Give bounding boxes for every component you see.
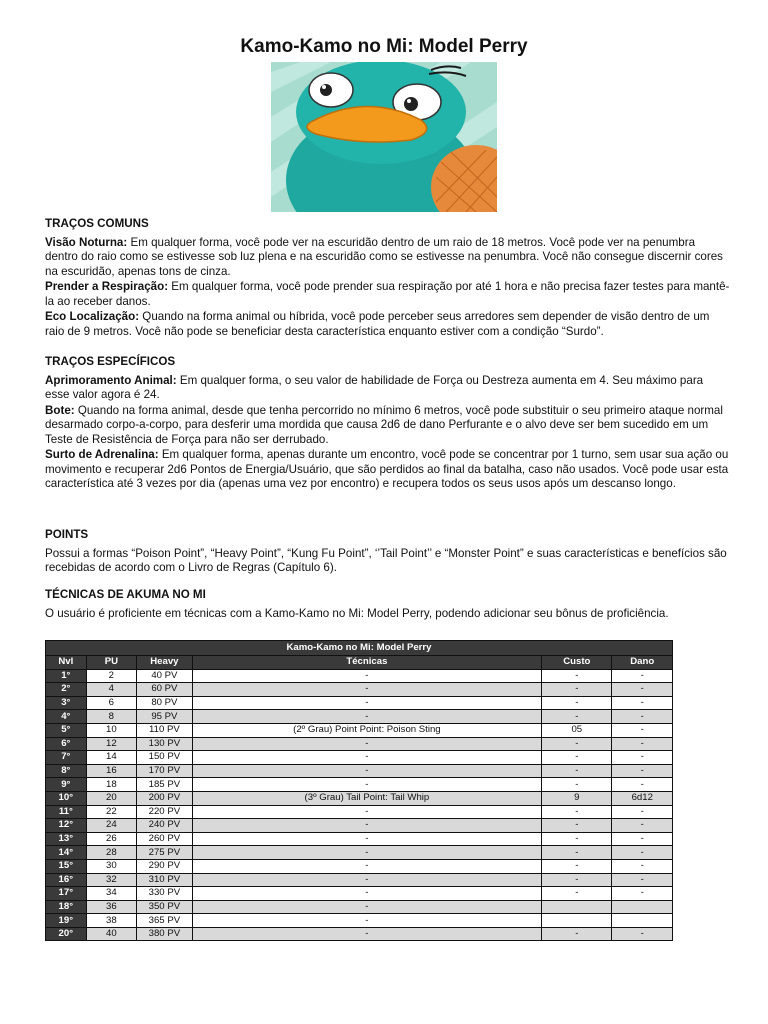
cell-dano: - — [612, 723, 673, 737]
cell-pu: 32 — [86, 873, 136, 887]
table-row — [46, 751, 673, 765]
cell-nvl: 18° — [46, 900, 87, 914]
trait-label: Visão Noturna: — [45, 235, 128, 249]
cell-pu: 28 — [86, 846, 136, 860]
cell-heavy: 200 PV — [137, 791, 193, 805]
cell-custo: - — [542, 873, 612, 887]
cell-nvl: 13° — [46, 832, 87, 846]
cell-tecnicas: - — [192, 669, 541, 683]
table-row — [46, 819, 673, 833]
cell-heavy: 275 PV — [137, 846, 193, 860]
cell-heavy: 240 PV — [137, 819, 193, 833]
cell-tecnicas: - — [192, 873, 541, 887]
table-row — [46, 764, 673, 778]
trait-label: Bote: — [45, 403, 75, 417]
cell-heavy: 95 PV — [137, 710, 193, 724]
cell-nvl: 6° — [46, 737, 87, 751]
cell-heavy: 310 PV — [137, 873, 193, 887]
trait-label: Eco Localização: — [45, 310, 140, 323]
cell-custo: - — [542, 710, 612, 724]
cell-dano: - — [612, 669, 673, 683]
cell-custo: - — [542, 669, 612, 683]
cell-pu: 30 — [86, 859, 136, 873]
cell-pu: 4 — [86, 683, 136, 697]
cell-heavy: 380 PV — [137, 927, 193, 941]
section-heading: TÉCNICAS DE AKUMA NO MI — [45, 588, 206, 601]
cell-dano: - — [612, 710, 673, 724]
cell-heavy: 60 PV — [137, 683, 193, 697]
trait-text: Quando na forma animal, desde que tenha percorrido no mínimo 6 metros, você pode substituir o seu primeiro ataque normal desarmado corpo-a-corpo, para desferir uma mordida que causa 2d6 de dano Perfurante e o alvo deve ser bem sucedido em um Teste de Resistência de Força para não ser derrubado. — [45, 403, 723, 446]
cell-custo: - — [542, 683, 612, 697]
cell-custo — [542, 900, 612, 914]
cell-nvl: 17° — [46, 887, 87, 901]
table-row — [46, 859, 673, 873]
cell-dano: - — [612, 805, 673, 819]
cell-dano: - — [612, 819, 673, 833]
table-row — [46, 791, 673, 805]
cell-heavy: 260 PV — [137, 832, 193, 846]
table-row — [46, 846, 673, 860]
cell-tecnicas: - — [192, 683, 541, 697]
cell-dano: - — [612, 859, 673, 873]
cell-tecnicas: - — [192, 696, 541, 710]
cell-tecnicas: - — [192, 846, 541, 860]
col-header-nvl: Nvl — [46, 656, 87, 670]
cell-dano: - — [612, 751, 673, 765]
trait-label: Surto de Adrenalina: — [45, 448, 159, 461]
perry-illustration — [271, 62, 497, 212]
cell-nvl: 7° — [46, 751, 87, 765]
cell-pu: 10 — [86, 723, 136, 737]
table-row — [46, 927, 673, 941]
table-row — [46, 778, 673, 792]
cell-nvl: 10° — [46, 791, 87, 805]
table-row — [46, 873, 673, 887]
cell-tecnicas: (2º Grau) Point Point: Poison Sting — [192, 723, 541, 737]
table-caption: Kamo-Kamo no Mi: Model Perry — [46, 641, 673, 656]
cell-nvl: 8° — [46, 764, 87, 778]
table-row — [46, 710, 673, 724]
trait-paragraph — [45, 448, 730, 492]
cell-dano: - — [612, 737, 673, 751]
cell-heavy: 350 PV — [137, 900, 193, 914]
cell-custo: - — [542, 737, 612, 751]
col-header-dano: Dano — [612, 656, 673, 670]
cell-dano: - — [612, 887, 673, 901]
cell-nvl: 15° — [46, 859, 87, 873]
section-tecnicas — [45, 588, 730, 622]
cell-custo: - — [542, 887, 612, 901]
cell-pu: 12 — [86, 737, 136, 751]
cell-custo: 05 — [542, 723, 612, 737]
trait-paragraph — [45, 310, 730, 339]
cell-pu: 26 — [86, 832, 136, 846]
cell-heavy: 365 PV — [137, 914, 193, 928]
cell-pu: 38 — [86, 914, 136, 928]
cell-dano: - — [612, 764, 673, 778]
cell-pu: 36 — [86, 900, 136, 914]
cell-heavy: 150 PV — [137, 751, 193, 765]
col-header-heavy: Heavy — [137, 656, 193, 670]
cell-custo: - — [542, 751, 612, 765]
cell-nvl: 14° — [46, 846, 87, 860]
trait-paragraph — [45, 374, 730, 403]
cell-pu: 24 — [86, 819, 136, 833]
cell-tecnicas: - — [192, 900, 541, 914]
trait-paragraph — [45, 404, 730, 448]
cell-pu: 14 — [86, 751, 136, 765]
cell-heavy: 290 PV — [137, 859, 193, 873]
points-text: Possui a formas “Poison Point”, “Heavy Point”, “Kung Fu Point”, ‘’Tail Point’’ e “Monster Point” e suas características e benefícios são recebidas de acordo com o Livro de Regras (Capítulo 6). — [45, 546, 727, 574]
cell-heavy: 170 PV — [137, 764, 193, 778]
cell-nvl: 19° — [46, 914, 87, 928]
cell-heavy: 220 PV — [137, 805, 193, 819]
cell-nvl: 3° — [46, 696, 87, 710]
trait-text: Em qualquer forma, o seu valor de habilidade de Força ou Destreza aumenta em 4. Seu máximo para esse valor agora é 24. — [45, 373, 704, 401]
cell-tecnicas: - — [192, 778, 541, 792]
cell-nvl: 5° — [46, 723, 87, 737]
cell-dano: - — [612, 683, 673, 697]
cell-pu: 16 — [86, 764, 136, 778]
cell-tecnicas: - — [192, 914, 541, 928]
table-row — [46, 723, 673, 737]
cell-dano: - — [612, 873, 673, 887]
cell-nvl: 12° — [46, 819, 87, 833]
tecnicas-text: O usuário é proficiente em técnicas com a Kamo-Kamo no Mi: Model Perry, podendo adicionar seu bônus de proficiência. — [45, 606, 669, 620]
cell-heavy: 130 PV — [137, 737, 193, 751]
cell-dano: - — [612, 832, 673, 846]
trait-paragraph — [45, 236, 730, 280]
cell-tecnicas: - — [192, 710, 541, 724]
trait-text: Em qualquer forma, você pode ver na escuridão dentro de um raio de 18 metros. Você pode ver na penumbra dentro do raio como se estivesse sob luz plena e na escuridão como se estivesse na penumbra. Você não consegue discernir cores na escuridão, apenas tons de cinza. — [45, 235, 723, 278]
cell-tecnicas: - — [192, 859, 541, 873]
cell-tecnicas: - — [192, 751, 541, 765]
cell-custo: - — [542, 805, 612, 819]
col-header-custo: Custo — [542, 656, 612, 670]
trait-text: Em qualquer forma, apenas durante um encontro, você pode se concentrar por 1 turno, sem usar sua ação ou movimento e recuperar 2d6 Pontos de Energia/Usuário, que são perdidos ao final da batalha, caso não usados. Você pode usar esta característica até 3 vezes por dia (apenas uma vez por encontro) e recupera todos os seus usos após um descanso longo. — [45, 448, 729, 490]
cell-dano: - — [612, 696, 673, 710]
table-row — [46, 737, 673, 751]
cell-nvl: 11° — [46, 805, 87, 819]
cell-custo: 9 — [542, 791, 612, 805]
cell-custo: - — [542, 832, 612, 846]
cell-custo: - — [542, 778, 612, 792]
section-points — [45, 528, 730, 577]
cell-custo: - — [542, 819, 612, 833]
cell-dano — [612, 914, 673, 928]
cell-custo — [542, 914, 612, 928]
cell-pu: 6 — [86, 696, 136, 710]
cell-heavy: 330 PV — [137, 887, 193, 901]
cell-nvl: 1° — [46, 669, 87, 683]
cell-custo: - — [542, 927, 612, 941]
cell-tecnicas: - — [192, 737, 541, 751]
cell-pu: 20 — [86, 791, 136, 805]
trait-label: Prender a Respiração: — [45, 280, 169, 293]
section-heading: POINTS — [45, 528, 89, 541]
cell-heavy: 110 PV — [137, 723, 193, 737]
cell-pu: 2 — [86, 669, 136, 683]
col-header-tecnicas: Técnicas — [192, 656, 541, 670]
cell-tecnicas: - — [192, 805, 541, 819]
cell-pu: 40 — [86, 927, 136, 941]
cell-heavy: 40 PV — [137, 669, 193, 683]
section-heading: TRAÇOS COMUNS — [45, 217, 149, 230]
section-tracos-comuns — [45, 217, 730, 340]
cell-nvl: 16° — [46, 873, 87, 887]
cell-pu: 22 — [86, 805, 136, 819]
cell-nvl: 4° — [46, 710, 87, 724]
cell-pu: 18 — [86, 778, 136, 792]
cell-tecnicas: - — [192, 887, 541, 901]
page-title: Kamo-Kamo no Mi: Model Perry — [240, 36, 528, 57]
cell-nvl: 9° — [46, 778, 87, 792]
cell-tecnicas: - — [192, 927, 541, 941]
trait-text: Em qualquer forma, você pode prender sua respiração por até 1 hora e não precisa fazer testes para mantê-la ao receber danos. — [45, 280, 730, 308]
table-row — [46, 914, 673, 928]
table-row — [46, 696, 673, 710]
table-row — [46, 900, 673, 914]
table-row — [46, 669, 673, 683]
section-tracos-especificos — [45, 355, 730, 493]
table-row — [46, 683, 673, 697]
col-header-pu: PU — [86, 656, 136, 670]
cell-custo: - — [542, 859, 612, 873]
trait-text: Quando na forma animal ou híbrida, você pode perceber seus arredores sem depender de visão dentro de um raio de 9 metros. Você não pode se beneficiar desta característica enquanto estiver com a condição “Surdo”. — [45, 310, 710, 338]
trait-paragraph — [45, 280, 730, 309]
techniques-table — [45, 640, 673, 941]
cell-custo: - — [542, 764, 612, 778]
cell-heavy: 80 PV — [137, 696, 193, 710]
cell-custo: - — [542, 846, 612, 860]
table-row — [46, 805, 673, 819]
cell-custo: - — [542, 696, 612, 710]
cell-dano — [612, 900, 673, 914]
cell-heavy: 185 PV — [137, 778, 193, 792]
table-row — [46, 832, 673, 846]
cell-tecnicas: - — [192, 764, 541, 778]
trait-label: Aprimoramento Animal: — [45, 373, 177, 387]
cell-pu: 8 — [86, 710, 136, 724]
cell-nvl: 2° — [46, 683, 87, 697]
cell-dano: 6d12 — [612, 791, 673, 805]
table-row — [46, 887, 673, 901]
cell-tecnicas: (3º Grau) Tail Point: Tail Whip — [192, 791, 541, 805]
cell-nvl: 20° — [46, 927, 87, 941]
section-heading: TRAÇOS ESPECÍFICOS — [45, 355, 176, 368]
cell-dano: - — [612, 927, 673, 941]
cell-tecnicas: - — [192, 832, 541, 846]
cell-tecnicas: - — [192, 819, 541, 833]
cell-pu: 34 — [86, 887, 136, 901]
cell-dano: - — [612, 778, 673, 792]
cell-dano: - — [612, 846, 673, 860]
